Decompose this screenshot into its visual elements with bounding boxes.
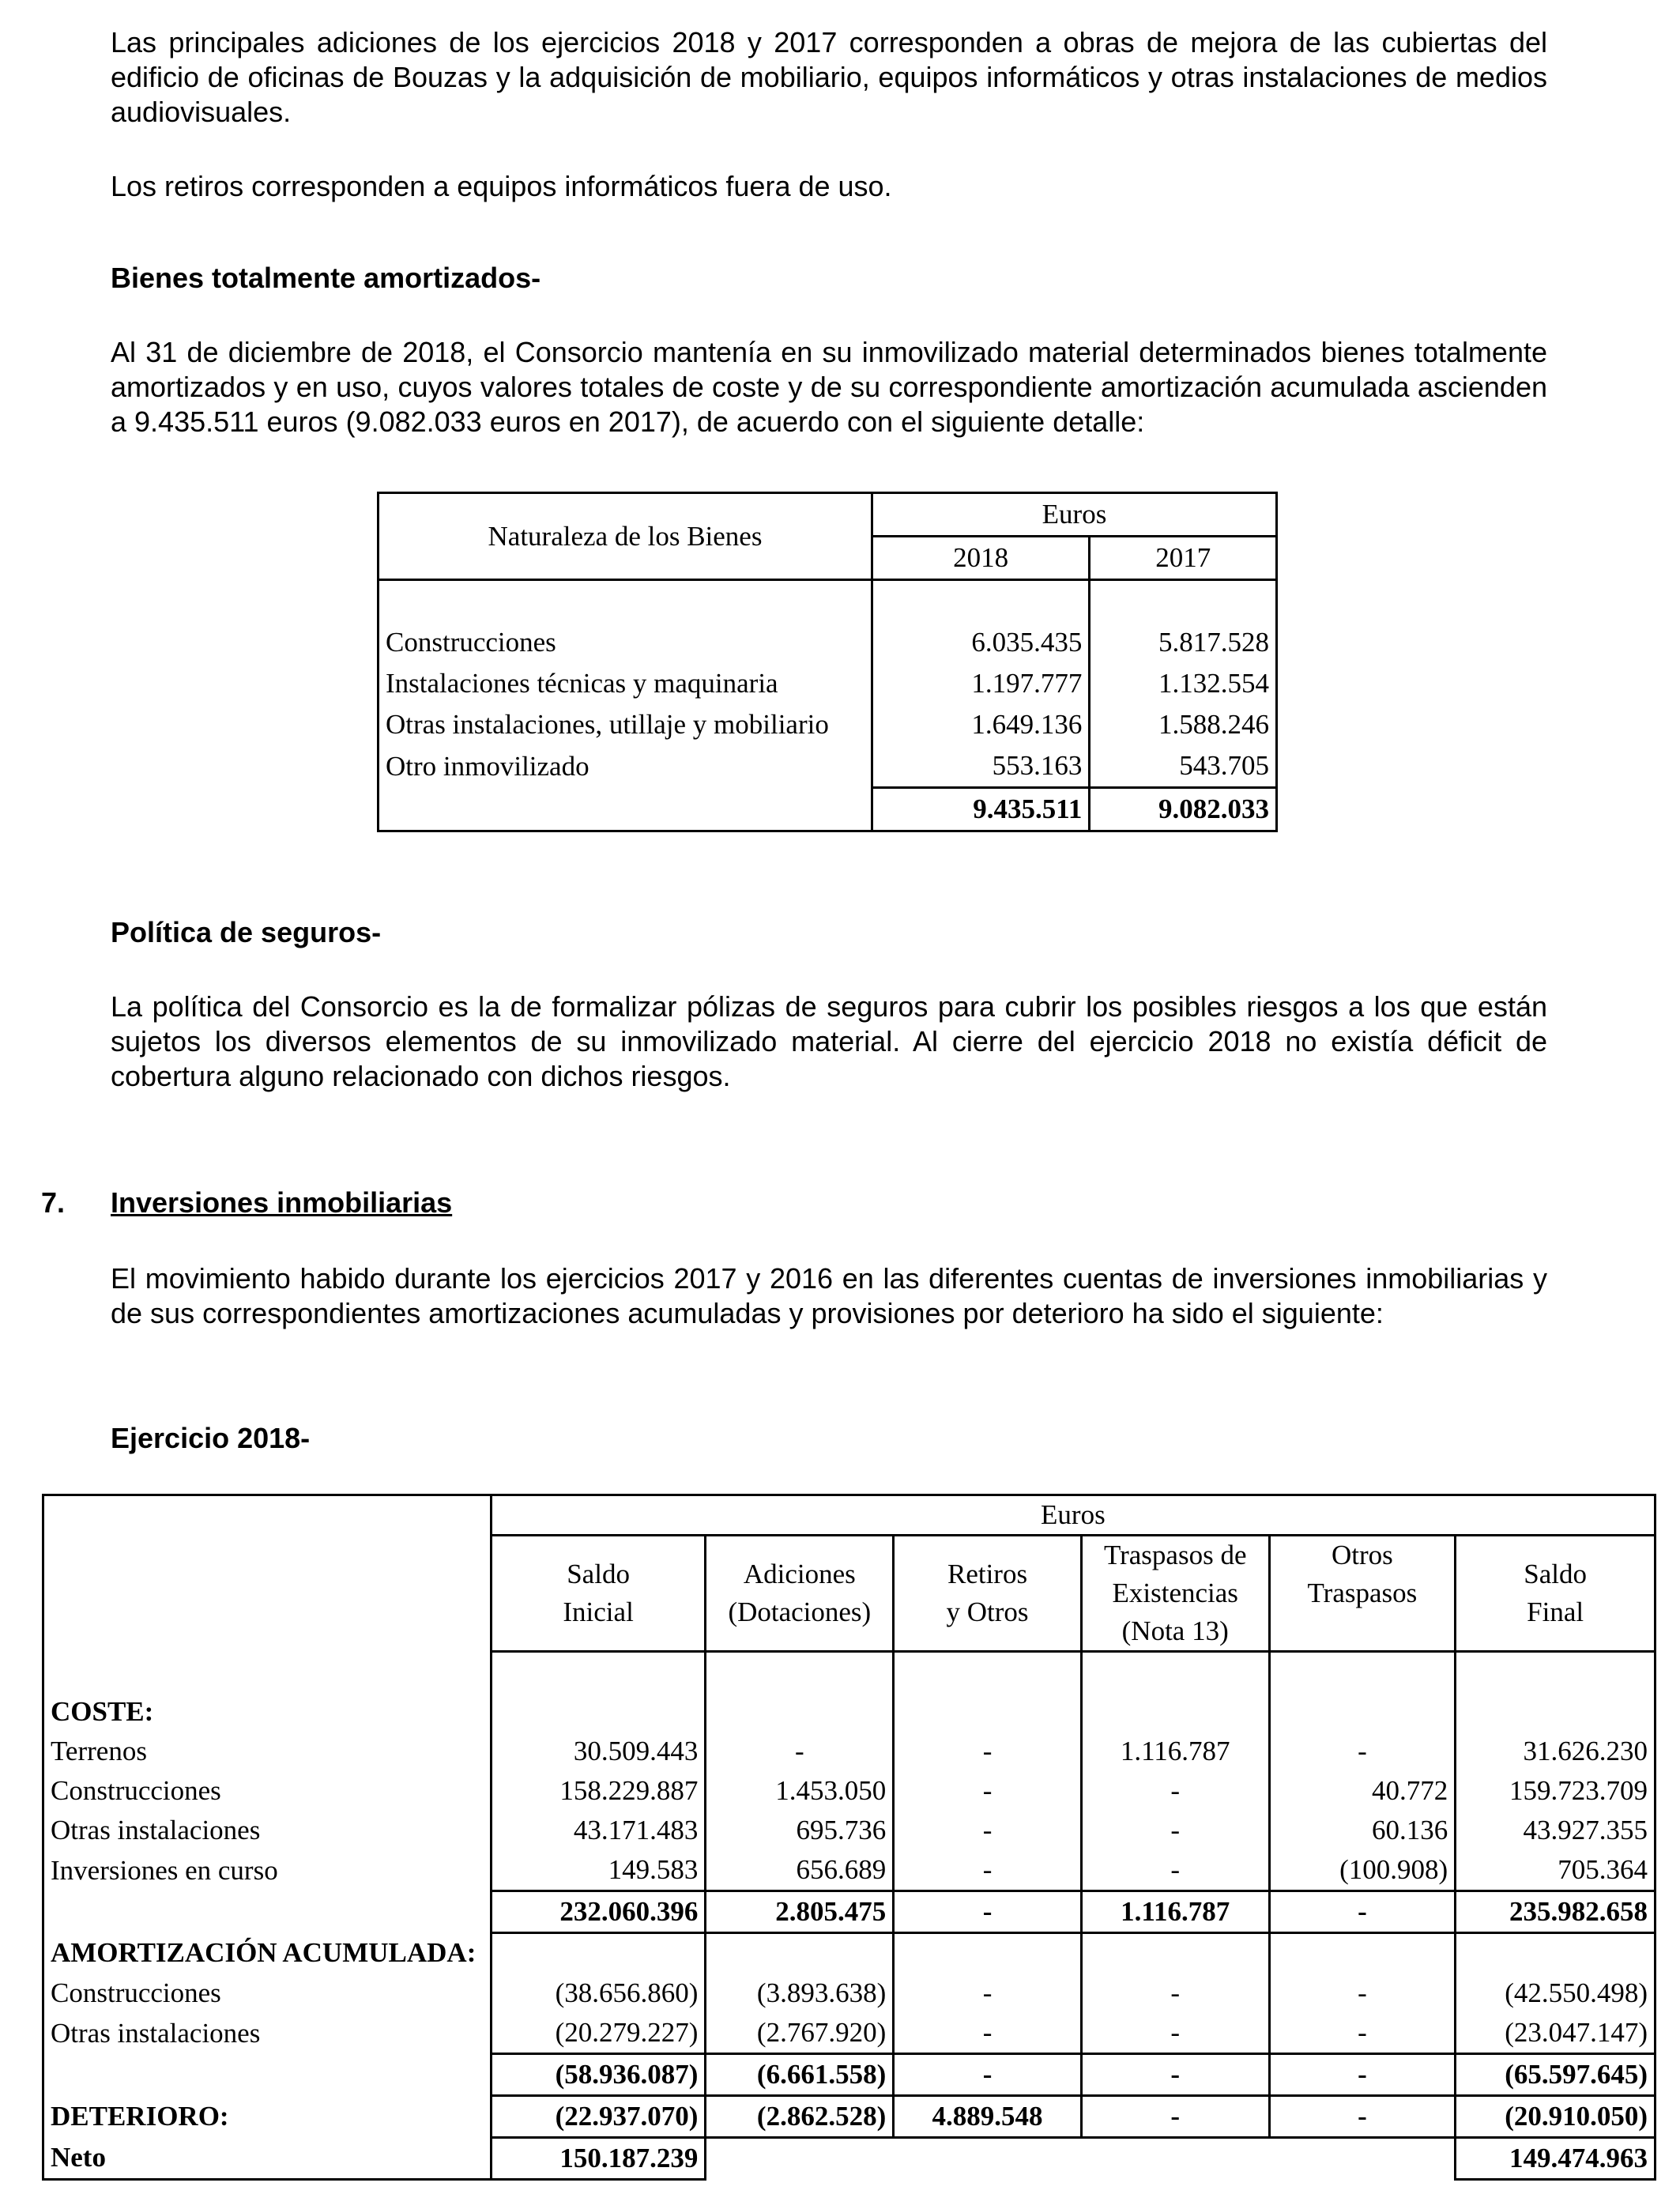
table-row <box>379 704 1277 745</box>
cell-2017: 5.817.528 <box>1090 622 1277 663</box>
paragraph-text: Al 31 de diciembre de 2018, el Consorcio mantenía en su inmovilizado material determinados bienes totalmente amortizados y en uso, cuyos valores totales de coste y de su correspondiente amortización acumulada ascienden a 9.435.511 euros (9.082.033 euros en 2017), de acuerdo con el siguiente detalle: <box>111 336 1547 438</box>
table-row <box>379 663 1277 704</box>
paragraph-politica-seguros <box>111 990 1547 1094</box>
table-header-euros: Euros <box>872 493 1276 537</box>
table-row-neto: Neto 150.187.239 149.474.963 <box>43 2138 1656 2180</box>
section-label-amortizacion: AMORTIZACIÓN ACUMULADA: <box>43 1933 492 1974</box>
cell-2018: 1.197.777 <box>872 663 1089 704</box>
table-header-2017: 2017 <box>1090 537 1277 580</box>
heading-bienes-amortizados: Bienes totalmente amortizados- <box>111 262 541 294</box>
section-label-coste: COSTE: <box>43 1692 492 1732</box>
heading-ejercicio-2018: Ejercicio 2018- <box>111 1422 311 1454</box>
table-row: Otras instalaciones 43.171.483 695.736 - - 60.136 43.927.355 <box>43 1811 1656 1850</box>
paragraph-adiciones <box>111 25 1547 130</box>
header-retiros: Retiros y Otros <box>894 1536 1082 1652</box>
table-inversiones-inmobiliarias <box>42 1494 1656 2181</box>
row-label: Instalaciones técnicas y maquinaria <box>379 663 872 704</box>
cell-2017: 1.132.554 <box>1090 663 1277 704</box>
paragraph-text: Los retiros corresponden a equipos informáticos fuera de uso. <box>111 170 892 202</box>
row-label: Otro inmovilizado <box>379 745 872 788</box>
table-row: Inversiones en curso 149.583 656.689 - - (100.908) 705.364 <box>43 1850 1656 1891</box>
cell-2018: 6.035.435 <box>872 622 1089 663</box>
table-row <box>379 622 1277 663</box>
cell-2017: 1.588.246 <box>1090 704 1277 745</box>
section-title: Inversiones inmobiliarias <box>111 1186 453 1219</box>
paragraph-text: El movimiento habido durante los ejercicios 2017 y 2016 en las diferentes cuentas de inversiones inmobiliarias y de sus correspondientes amortizaciones acumuladas y provisiones por deterioro ha sido el siguiente: <box>111 1262 1547 1329</box>
paragraph-retiros <box>111 169 1547 204</box>
header-otros-traspasos: Otros Traspasos <box>1269 1536 1456 1652</box>
paragraph-text: La política del Consorcio es la de formalizar pólizas de seguros para cubrir los posibles riesgos a los que están sujetos los diversos elementos de su inmovilizado material. Al cierre del ejercicio 2018 no existía déficit de cobertura alguno relacionado con dichos riesgos. <box>111 990 1547 1092</box>
table-row-deterioro: DETERIORO: (22.937.070) (2.862.528) 4.889.548 - - (20.910.050) <box>43 2096 1656 2138</box>
table-row: Otras instalaciones (20.279.227) (2.767.920) - - - (23.047.147) <box>43 2013 1656 2054</box>
table-header-naturaleza: Naturaleza de los Bienes <box>379 493 872 580</box>
table-total-row <box>379 788 1277 831</box>
paragraph-text: Las principales adiciones de los ejercicios 2018 y 2017 corresponden a obras de mejora de las cubiertas del edificio de oficinas de Bouzas y la adquisición de mobiliario, equipos informáticos y otras instalaciones de medios audiovisuales. <box>111 26 1547 128</box>
table-row: Construcciones (38.656.860) (3.893.638) - - - (42.550.498) <box>43 1973 1656 2013</box>
cell-2018: 553.163 <box>872 745 1089 788</box>
table-row: Terrenos 30.509.443 - - 1.116.787 - 31.626.230 <box>43 1732 1656 1771</box>
total-2017: 9.082.033 <box>1090 788 1277 831</box>
header-traspasos-existencias: Traspasos de Existencias (Nota 13) <box>1081 1536 1269 1652</box>
paragraph-bienes-amortizados <box>111 335 1547 439</box>
table-row <box>379 745 1277 788</box>
header-adiciones: Adiciones (Dotaciones) <box>706 1536 894 1652</box>
header-saldo-final: Saldo Final <box>1456 1536 1656 1652</box>
cell-2018: 1.649.136 <box>872 704 1089 745</box>
paragraph-movimiento <box>111 1261 1547 1331</box>
section-heading-inversiones <box>41 1186 452 1220</box>
table-header-2018: 2018 <box>872 537 1089 580</box>
row-label: Construcciones <box>379 622 872 663</box>
table-total-row: 232.060.396 2.805.475 - 1.116.787 - 235.982.658 <box>43 1891 1656 1933</box>
table-bienes-amortizados <box>377 492 1278 832</box>
total-2018: 9.435.511 <box>872 788 1089 831</box>
cell-2017: 543.705 <box>1090 745 1277 788</box>
header-saldo-inicial: Saldo Inicial <box>491 1536 706 1652</box>
table-header-euros: Euros <box>491 1495 1655 1536</box>
section-number: 7. <box>41 1186 66 1219</box>
table-row: Construcciones 158.229.887 1.453.050 - - 40.772 159.723.709 <box>43 1771 1656 1811</box>
row-label: Otras instalaciones, utillaje y mobiliario <box>379 704 872 745</box>
table-header-empty <box>43 1495 492 1693</box>
table-total-row: (58.936.087) (6.661.558) - - - (65.597.645) <box>43 2054 1656 2096</box>
heading-politica-seguros: Política de seguros- <box>111 916 382 948</box>
